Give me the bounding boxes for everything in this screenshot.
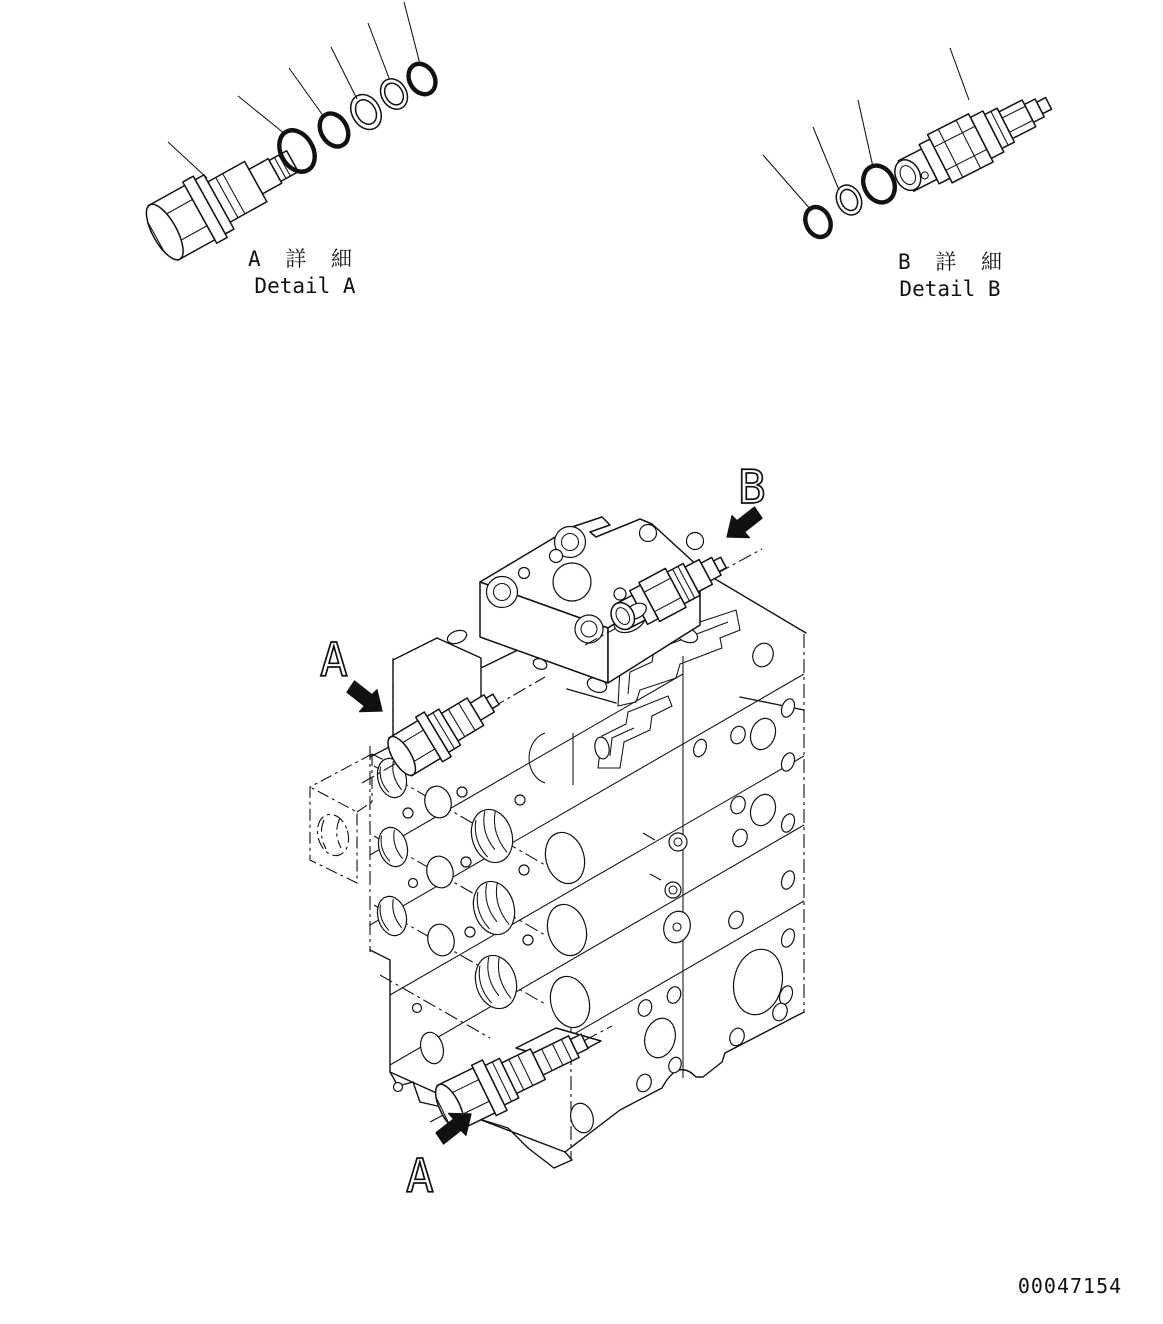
callout-letter-a-bottom: A: [406, 1149, 434, 1203]
detail-b-oring-1: [801, 203, 836, 241]
detail-a-label-jp: A 詳 細: [248, 247, 358, 271]
callout-letter-b: B: [738, 460, 766, 514]
detail-b-oring-2: [857, 160, 900, 207]
detail-b-label-jp: B 詳 細: [898, 250, 1008, 274]
detail-b-backup-ring: [832, 181, 867, 219]
detail-a-label-en: Detail A: [254, 274, 356, 298]
detail-a-oring-3: [403, 59, 441, 99]
detail-b-view: [763, 48, 1061, 301]
detail-a-leader-lines: [168, 2, 420, 178]
a-plug-installed-mid: [381, 677, 510, 783]
detail-a-view: [137, 2, 441, 298]
main-valve-assembly: [310, 460, 806, 1203]
callout-arrow-a-bottom-icon: [436, 1113, 471, 1144]
drawing-number: 00047154: [1017, 1274, 1123, 1298]
detail-b-label-en: Detail B: [899, 277, 1001, 301]
callout-arrow-a-mid-icon: [347, 681, 382, 712]
detail-a-oring-2: [314, 108, 354, 151]
mid-face-bosses: [643, 833, 694, 946]
callout-letter-a-mid: A: [320, 633, 348, 687]
right-face-ports: [634, 640, 797, 1094]
detail-b-cartridge: [885, 79, 1061, 204]
